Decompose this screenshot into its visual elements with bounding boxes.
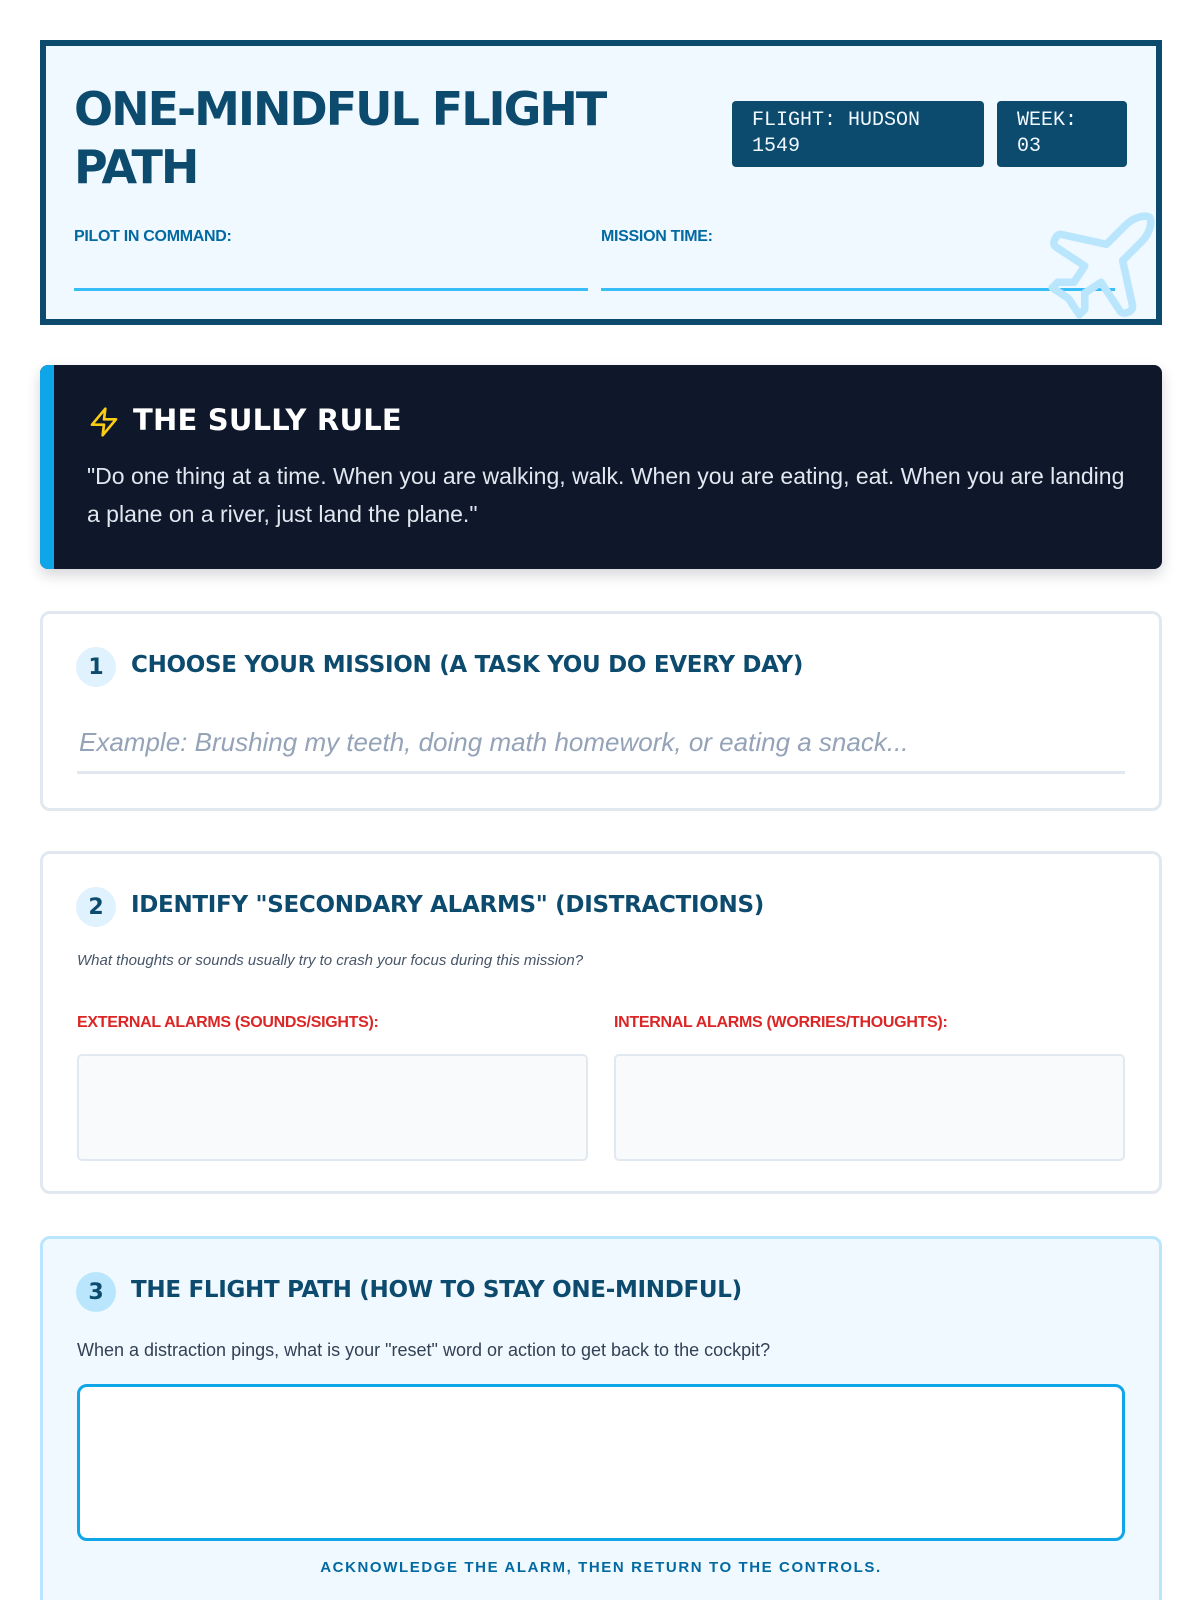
week-badge: WEEK: 03: [997, 101, 1127, 167]
page-title: ONE-MINDFUL FLIGHT PATH: [74, 82, 606, 194]
step-number: 1: [76, 647, 116, 687]
mission-time-label: MISSION TIME:: [601, 228, 713, 245]
section-title: THE FLIGHT PATH (HOW TO STAY ONE-MINDFUL): [131, 1277, 742, 1303]
flight-badge: FLIGHT: HUDSON 1549: [732, 101, 984, 167]
reset-prompt: When a distraction pings, what is your "reset" word or action to get back to the cockpit?: [77, 1340, 771, 1360]
section-title: IDENTIFY "SECONDARY ALARMS" (DISTRACTIONS): [131, 892, 764, 918]
reset-action-input[interactable]: [77, 1384, 1125, 1541]
step-number: 2: [76, 887, 116, 927]
pilot-input-line[interactable]: [74, 288, 588, 291]
pilot-label: PILOT IN COMMAND:: [74, 228, 232, 245]
flight-path-section: [40, 1236, 1162, 1600]
mission-input[interactable]: [77, 714, 1125, 774]
mission-section: [40, 611, 1162, 811]
external-alarms-input[interactable]: [77, 1054, 588, 1161]
rule-title: THE SULLY RULE: [133, 403, 402, 437]
rule-accent-bar: [40, 365, 54, 569]
section-title: CHOOSE YOUR MISSION (A TASK YOU DO EVERY DAY): [131, 652, 804, 678]
sully-rule-panel: [40, 365, 1162, 569]
internal-alarms-label: INTERNAL ALARMS (WORRIES/THOUGHTS):: [614, 1014, 948, 1031]
step-number: 3: [76, 1272, 116, 1312]
section-hint: What thoughts or sounds usually try to crash your focus during this mission?: [77, 952, 584, 969]
worksheet-header: [40, 40, 1162, 325]
rule-quote: "Do one thing at a time. When you are walking, walk. When you are eating, eat. When you are landing a plane on a river, just land the plane.": [87, 463, 1125, 527]
reset-footnote: ACKNOWLEDGE THE ALARM, THEN RETURN TO THE CONTROLS.: [320, 1559, 882, 1576]
lightning-icon: [88, 405, 120, 439]
internal-alarms-input[interactable]: [614, 1054, 1125, 1161]
distractions-section: [40, 851, 1162, 1194]
airplane-icon: [1026, 201, 1162, 325]
external-alarms-label: EXTERNAL ALARMS (SOUNDS/SIGHTS):: [77, 1014, 379, 1031]
